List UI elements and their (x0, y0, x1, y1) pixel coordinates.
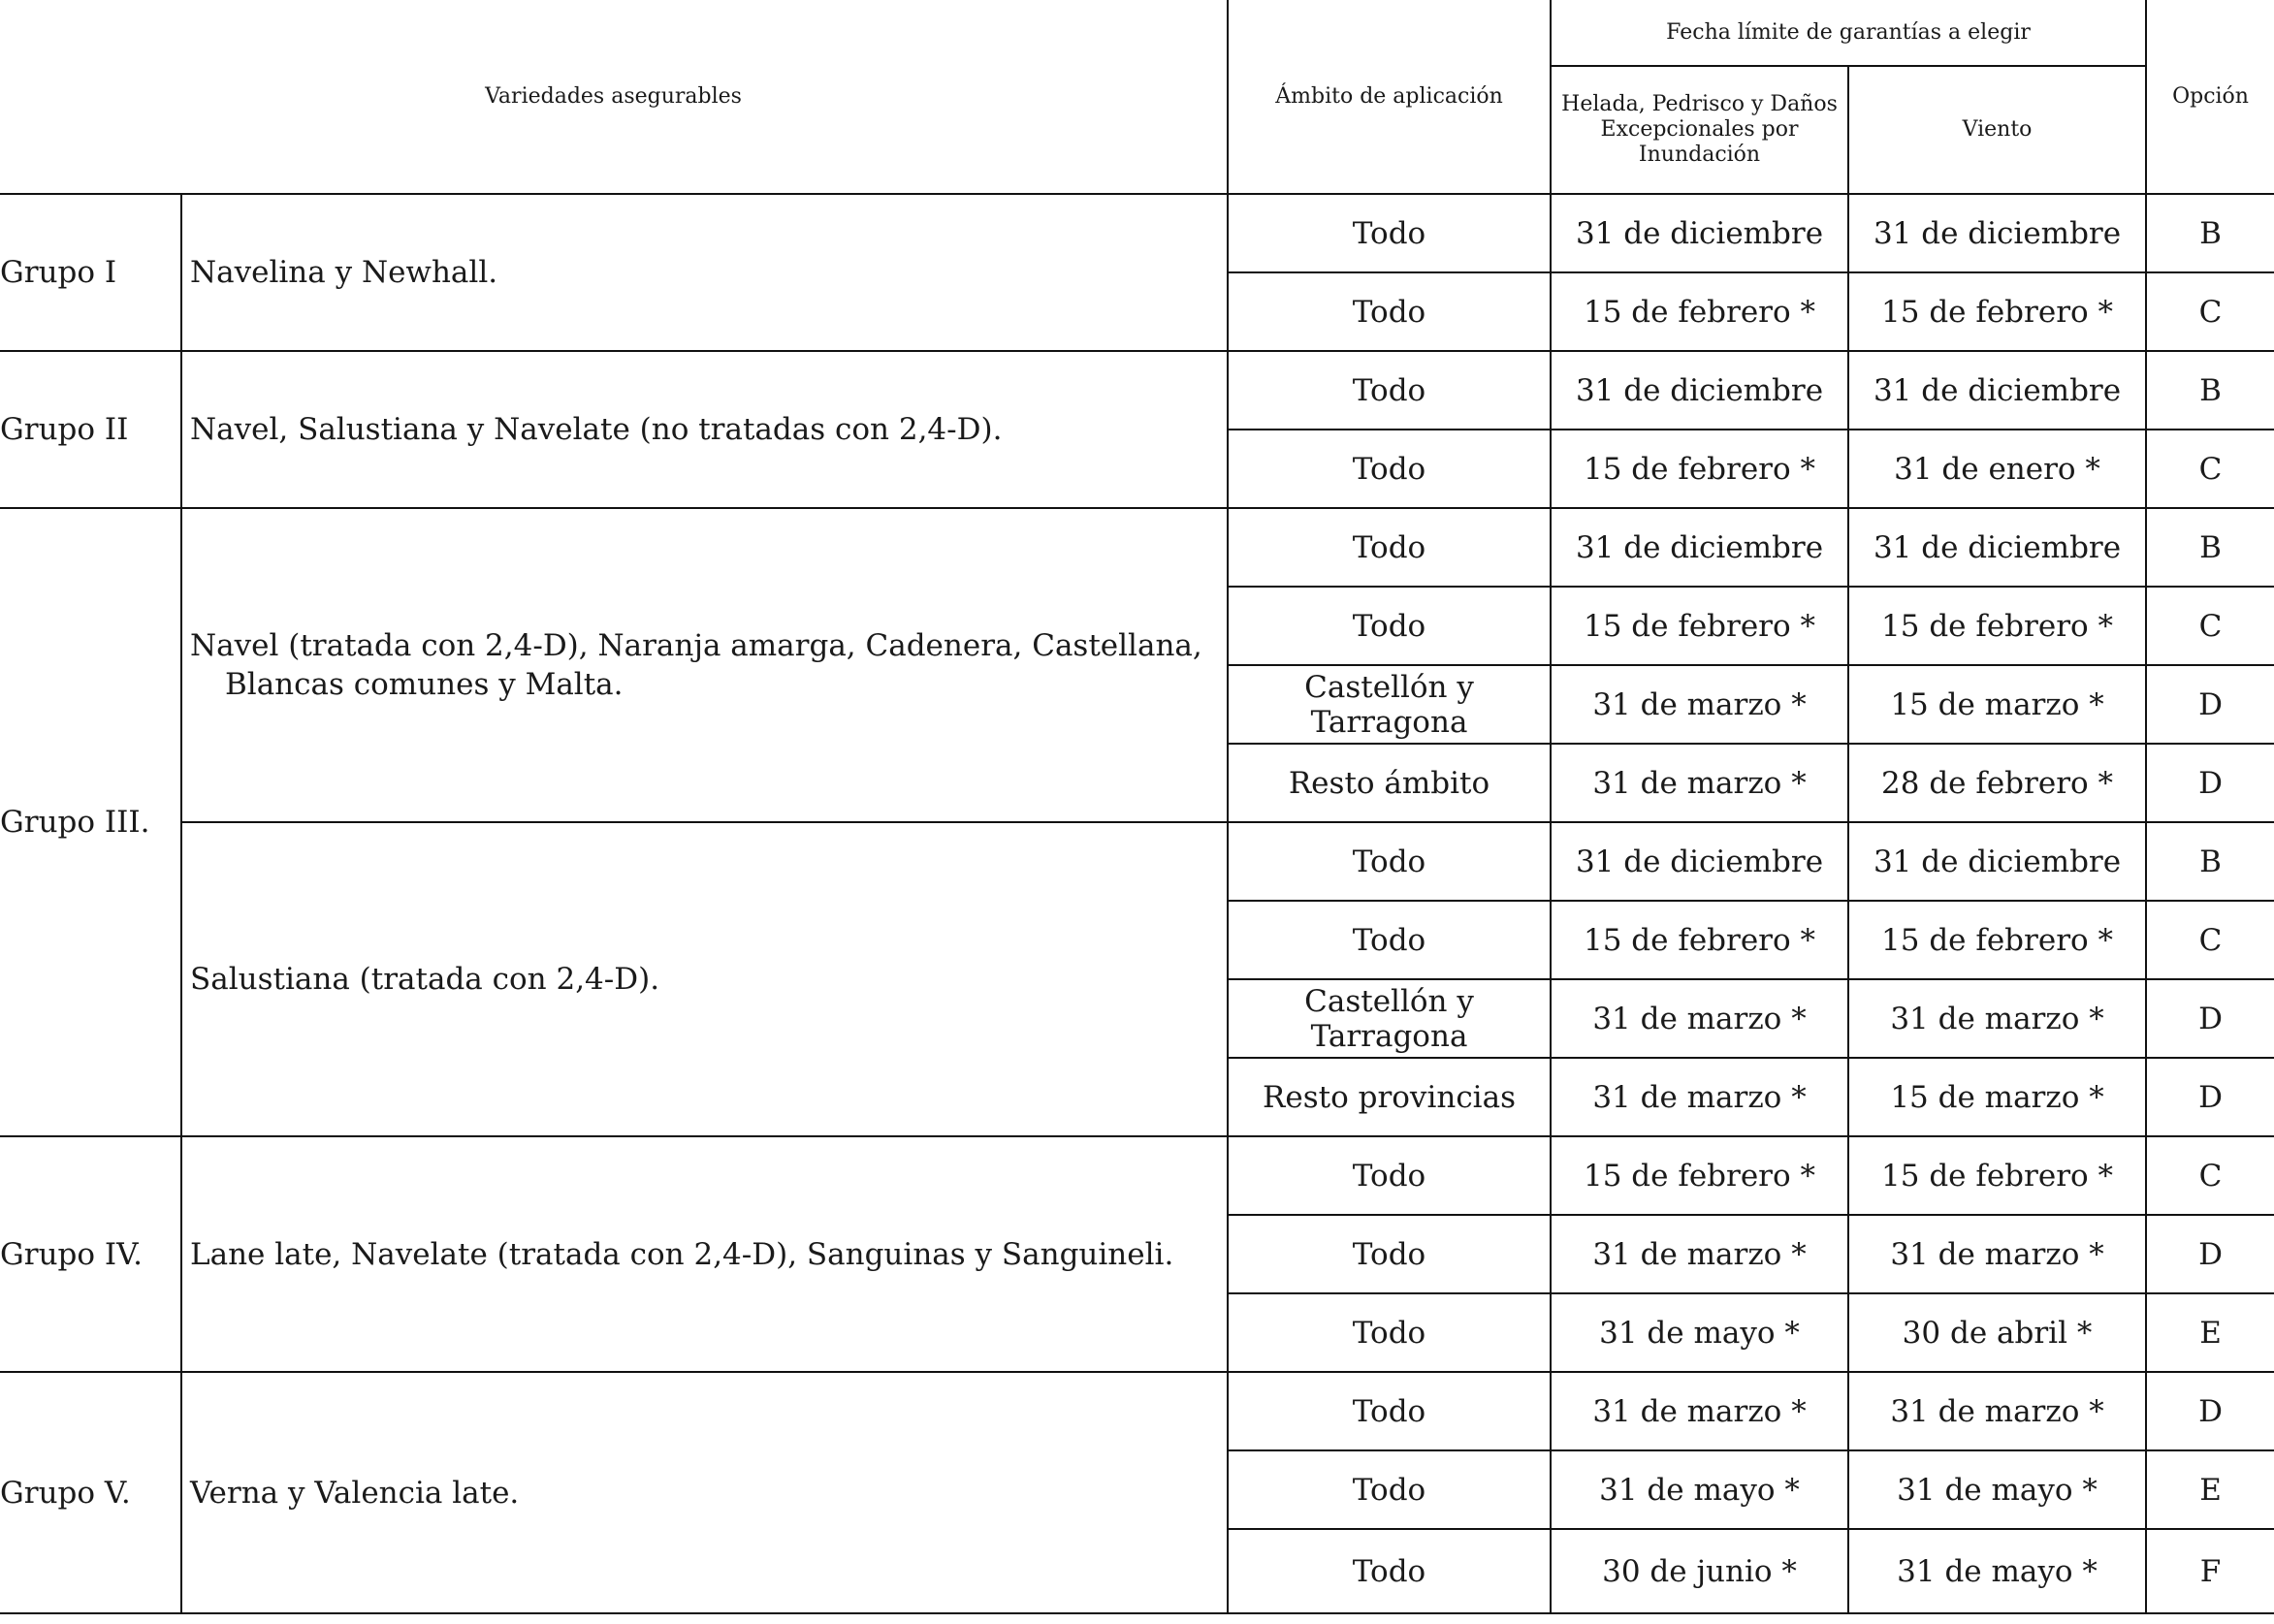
table-row (0, 1136, 2274, 1215)
group-label: Grupo II (0, 351, 181, 508)
opcion-cell: D (2146, 1058, 2274, 1136)
helada-date-cell: 31 de marzo * (1551, 744, 1848, 822)
helada-date-cell: 31 de marzo * (1551, 1215, 1848, 1293)
ambito-cell: Todo (1228, 901, 1551, 979)
helada-date-cell: 31 de diciembre (1551, 194, 1848, 272)
ambito-cell: Castellón y Tarragona (1228, 979, 1551, 1058)
viento-date-cell: 15 de febrero * (1848, 1136, 2146, 1215)
viento-date-cell: 31 de enero * (1848, 430, 2146, 508)
ambito-cell: Todo (1228, 1136, 1551, 1215)
opcion-cell: C (2146, 430, 2274, 508)
ambito-cell: Todo (1228, 1293, 1551, 1372)
viento-date-cell: 31 de diciembre (1848, 508, 2146, 587)
header-variedades: Variedades asegurables (0, 0, 1228, 194)
variety-text: Salustiana (tratada con 2,4-D). (190, 962, 660, 997)
helada-date-cell: 31 de marzo * (1551, 979, 1848, 1058)
helada-date-cell: 15 de febrero * (1551, 1136, 1848, 1215)
variety-text: Verna y Valencia late. (190, 1475, 520, 1511)
opcion-cell: C (2146, 587, 2274, 665)
helada-date-cell: 15 de febrero * (1551, 587, 1848, 665)
table-row (0, 1372, 2274, 1450)
variety-cell (181, 1136, 1228, 1372)
opcion-cell: F (2146, 1529, 2274, 1613)
table-row (0, 351, 2274, 430)
helada-date-cell: 15 de febrero * (1551, 901, 1848, 979)
helada-date-cell: 31 de diciembre (1551, 508, 1848, 587)
group-label: Grupo III. (0, 508, 181, 1136)
viento-date-cell: 15 de febrero * (1848, 272, 2146, 351)
ambito-cell: Todo (1228, 1215, 1551, 1293)
table-row (0, 822, 2274, 901)
table-body (0, 194, 2274, 1613)
header-helada (1551, 66, 1848, 194)
opcion-cell: B (2146, 194, 2274, 272)
variety-text: Navelina y Newhall. (190, 255, 498, 290)
header-helada-text: Helada, Pedrisco y Daños Excepcionales por Inundación (1561, 92, 1838, 167)
ambito-cell: Todo (1228, 272, 1551, 351)
ambito-cell: Todo (1228, 1450, 1551, 1529)
ambito-cell: Todo (1228, 351, 1551, 430)
helada-date-cell: 31 de marzo * (1551, 665, 1848, 744)
header-viento: Viento (1848, 66, 2146, 194)
helada-date-cell: 31 de marzo * (1551, 1372, 1848, 1450)
table-row (0, 194, 2274, 272)
helada-date-cell: 31 de mayo * (1551, 1293, 1848, 1372)
header-ambito: Ámbito de aplicación (1228, 0, 1551, 194)
ambito-cell: Resto ámbito (1228, 744, 1551, 822)
viento-date-cell: 15 de febrero * (1848, 587, 2146, 665)
opcion-cell: C (2146, 272, 2274, 351)
ambito-cell: Resto provincias (1228, 1058, 1551, 1136)
variety-cell (181, 822, 1228, 1136)
viento-date-cell: 31 de diciembre (1848, 194, 2146, 272)
helada-date-cell: 31 de mayo * (1551, 1450, 1848, 1529)
variety-text: Lane late, Navelate (tratada con 2,4-D), Sanguinas y Sanguineli. (190, 1236, 1174, 1272)
opcion-cell: D (2146, 665, 2274, 744)
helada-date-cell: 15 de febrero * (1551, 272, 1848, 351)
viento-date-cell: 28 de febrero * (1848, 744, 2146, 822)
viento-date-cell: 31 de marzo * (1848, 979, 2146, 1058)
opcion-cell: C (2146, 901, 2274, 979)
viento-date-cell: 31 de mayo * (1848, 1529, 2146, 1613)
variety-cell (181, 351, 1228, 508)
opcion-cell: D (2146, 1215, 2274, 1293)
table-row (0, 508, 2274, 587)
opcion-cell: D (2146, 1372, 2274, 1450)
ambito-cell: Todo (1228, 430, 1551, 508)
helada-date-cell: 31 de marzo * (1551, 1058, 1848, 1136)
ambito-cell: Todo (1228, 1372, 1551, 1450)
opcion-cell: D (2146, 744, 2274, 822)
viento-date-cell: 15 de febrero * (1848, 901, 2146, 979)
viento-date-cell: 15 de marzo * (1848, 665, 2146, 744)
opcion-cell: E (2146, 1293, 2274, 1372)
header-fecha-limite: Fecha límite de garantías a elegir (1551, 0, 2146, 66)
viento-date-cell: 31 de diciembre (1848, 351, 2146, 430)
variety-cell (181, 194, 1228, 351)
header-opcion: Opción (2146, 0, 2274, 194)
group-label: Grupo V. (0, 1372, 181, 1613)
opcion-cell: C (2146, 1136, 2274, 1215)
opcion-cell: B (2146, 508, 2274, 587)
helada-date-cell: 31 de diciembre (1551, 351, 1848, 430)
variety-text: Navel (tratada con 2,4-D), Naranja amarga, Cadenera, Castellana, Blancas comunes y Malta. (190, 628, 1202, 702)
variety-cell (181, 508, 1228, 822)
opcion-cell: B (2146, 822, 2274, 901)
ambito-cell: Todo (1228, 194, 1551, 272)
ambito-cell: Todo (1228, 587, 1551, 665)
viento-date-cell: 31 de diciembre (1848, 822, 2146, 901)
variety-text: Navel, Salustiana y Navelate (no tratadas con 2,4-D). (190, 412, 1003, 447)
variety-cell (181, 1372, 1228, 1613)
viento-date-cell: 31 de marzo * (1848, 1372, 2146, 1450)
group-label: Grupo I (0, 194, 181, 351)
ambito-cell: Castellón y Tarragona (1228, 665, 1551, 744)
helada-date-cell: 30 de junio * (1551, 1529, 1848, 1613)
group-label: Grupo IV. (0, 1136, 181, 1372)
viento-date-cell: 31 de mayo * (1848, 1450, 2146, 1529)
viento-date-cell: 15 de marzo * (1848, 1058, 2146, 1136)
ambito-cell: Todo (1228, 1529, 1551, 1613)
opcion-cell: B (2146, 351, 2274, 430)
viento-date-cell: 31 de marzo * (1848, 1215, 2146, 1293)
opcion-cell: E (2146, 1450, 2274, 1529)
viento-date-cell: 30 de abril * (1848, 1293, 2146, 1372)
opcion-cell: D (2146, 979, 2274, 1058)
ambito-cell: Todo (1228, 822, 1551, 901)
helada-date-cell: 31 de diciembre (1551, 822, 1848, 901)
helada-date-cell: 15 de febrero * (1551, 430, 1848, 508)
ambito-cell: Todo (1228, 508, 1551, 587)
